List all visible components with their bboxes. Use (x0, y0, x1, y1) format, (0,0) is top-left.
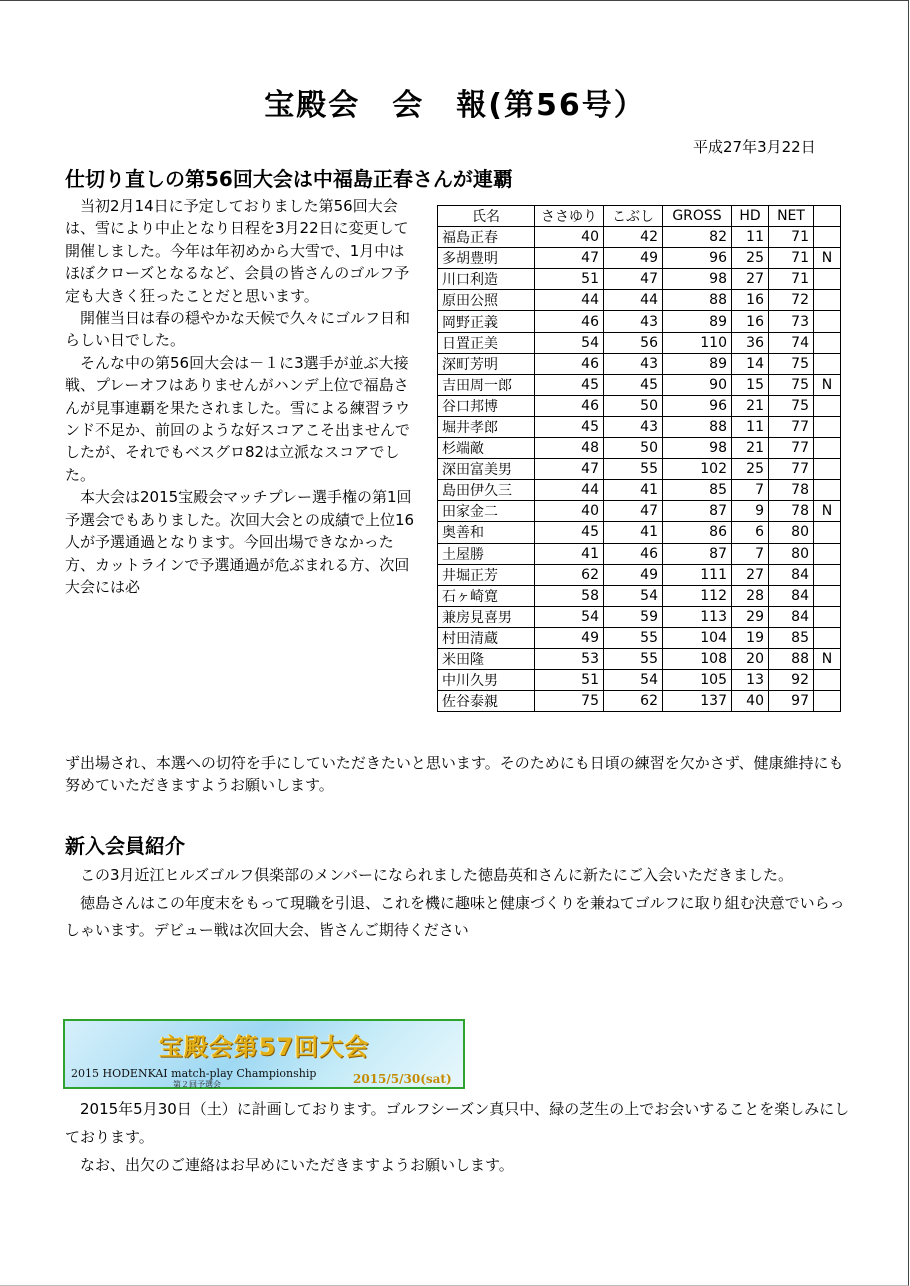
player-name-cell: 深町芳明 (438, 353, 535, 374)
flag-cell (814, 332, 841, 353)
kobushi-score-cell: 47 (604, 501, 663, 522)
sasayuri-score-cell: 53 (535, 648, 604, 669)
table-row (438, 395, 841, 416)
kobushi-score-cell: 45 (604, 374, 663, 395)
table-row (438, 227, 841, 248)
gross-score-cell: 86 (663, 522, 732, 543)
sasayuri-score-cell: 46 (535, 311, 604, 332)
net-score-cell: 77 (769, 438, 814, 459)
sasayuri-score-cell: 46 (535, 353, 604, 374)
player-name-cell: 兼房見喜男 (438, 606, 535, 627)
player-name-cell: 米田隆 (438, 648, 535, 669)
gross-score-cell: 98 (663, 438, 732, 459)
sasayuri-score-cell: 45 (535, 416, 604, 437)
issue-date: 平成27年3月22日 (693, 138, 816, 156)
net-score-cell: 78 (769, 501, 814, 522)
table-row (438, 648, 841, 669)
flag-cell: N (814, 374, 841, 395)
sasayuri-score-cell: 40 (535, 501, 604, 522)
sasayuri-score-cell: 51 (535, 269, 604, 290)
gross-score-cell: 110 (663, 332, 732, 353)
flag-cell (814, 311, 841, 332)
gross-score-cell: 87 (663, 501, 732, 522)
sasayuri-score-cell: 58 (535, 585, 604, 606)
flag-cell (814, 227, 841, 248)
kobushi-score-cell: 55 (604, 459, 663, 480)
new-member-heading: 新入会員紹介 (65, 834, 185, 858)
kobushi-score-cell: 54 (604, 670, 663, 691)
event-banner (63, 1019, 465, 1089)
flag-cell (814, 269, 841, 290)
net-score-cell: 72 (769, 290, 814, 311)
flag-cell (814, 564, 841, 585)
player-name-cell: 深田富美男 (438, 459, 535, 480)
flag-cell (814, 606, 841, 627)
net-score-cell: 71 (769, 248, 814, 269)
score-table-body (438, 227, 841, 712)
net-score-cell: 75 (769, 374, 814, 395)
net-score-cell: 88 (769, 648, 814, 669)
table-row (438, 416, 841, 437)
net-score-cell: 80 (769, 522, 814, 543)
kobushi-score-cell: 59 (604, 606, 663, 627)
sasayuri-score-cell: 47 (535, 248, 604, 269)
net-score-cell: 97 (769, 691, 814, 712)
net-score-cell: 75 (769, 395, 814, 416)
kobushi-score-cell: 43 (604, 416, 663, 437)
player-name-cell: 吉田周一郎 (438, 374, 535, 395)
net-score-cell: 84 (769, 585, 814, 606)
handicap-cell: 25 (732, 248, 769, 269)
handicap-cell: 14 (732, 353, 769, 374)
player-name-cell: 田家金二 (438, 501, 535, 522)
flag-cell (814, 395, 841, 416)
handicap-cell: 40 (732, 691, 769, 712)
next-event-paragraph: 2015年5月30日（土）に計画しております。ゴルフシーズン真只中、緑の芝生の上でお会いすることを楽しみにしております。 (65, 1100, 850, 1146)
article-body-left (65, 195, 415, 598)
table-row (438, 522, 841, 543)
sasayuri-score-cell: 49 (535, 627, 604, 648)
player-name-cell: 多胡豊明 (438, 248, 535, 269)
col-gross-header: GROSS (663, 206, 732, 227)
table-row (438, 248, 841, 269)
kobushi-score-cell: 56 (604, 332, 663, 353)
net-score-cell: 73 (769, 311, 814, 332)
handicap-cell: 9 (732, 501, 769, 522)
player-name-cell: 岡野正義 (438, 311, 535, 332)
handicap-cell: 21 (732, 395, 769, 416)
handicap-cell: 16 (732, 290, 769, 311)
gross-score-cell: 98 (663, 269, 732, 290)
article-paragraph: 本大会は2015宝殿会マッチプレー選手権の第1回予選会でもありました。次回大会との成績で上位16人が予選通過となります。今回出場できなかった方、カットラインで予選通過が危ぶまれる方、次回大会には必 (65, 488, 415, 596)
banner-date: 2015/5/30(sat) (353, 1072, 452, 1086)
table-row (438, 627, 841, 648)
table-row (438, 374, 841, 395)
kobushi-score-cell: 49 (604, 248, 663, 269)
table-row (438, 459, 841, 480)
article-paragraph: そんな中の第56回大会は－１に3選手が並ぶ大接戦、プレーオフはありませんがハンデ上位で福島さんが見事連覇を果たされました。雪による練習ラウンド不足か、前回のような好スコアこそ出ませんでしたが、それでもベスグロ82は立派なスコアでした。 (65, 353, 411, 484)
col-hd-header: HD (732, 206, 769, 227)
handicap-cell: 27 (732, 564, 769, 585)
kobushi-score-cell: 55 (604, 648, 663, 669)
gross-score-cell: 104 (663, 627, 732, 648)
col-flag-header (814, 206, 841, 227)
new-member-paragraph: この3月近江ヒルズゴルフ倶楽部のメンバーになられました徳島英和さんに新たにご入会いただきました。 (80, 866, 794, 884)
table-row (438, 290, 841, 311)
flag-cell: N (814, 501, 841, 522)
table-row (438, 480, 841, 501)
handicap-cell: 20 (732, 648, 769, 669)
player-name-cell: 石ヶ崎寛 (438, 585, 535, 606)
handicap-cell: 16 (732, 311, 769, 332)
handicap-cell: 15 (732, 374, 769, 395)
banner-title: 宝殿会第57回大会 (158, 1033, 370, 1061)
table-row (438, 332, 841, 353)
score-table (437, 205, 841, 712)
next-event-body (65, 1095, 855, 1179)
table-row (438, 691, 841, 712)
gross-score-cell: 112 (663, 585, 732, 606)
table-row (438, 438, 841, 459)
net-score-cell: 84 (769, 564, 814, 585)
handicap-cell: 11 (732, 416, 769, 437)
sasayuri-score-cell: 75 (535, 691, 604, 712)
gross-score-cell: 102 (663, 459, 732, 480)
table-row (438, 269, 841, 290)
gross-score-cell: 85 (663, 480, 732, 501)
flag-cell (814, 353, 841, 374)
flag-cell (814, 670, 841, 691)
player-name-cell: 堀井孝郎 (438, 416, 535, 437)
table-row (438, 670, 841, 691)
article-headline: 仕切り直しの第56回大会は中福島正春さんが連覇 (65, 167, 513, 191)
next-event-paragraph: なお、出欠のご連絡はお早めにいただきますようお願いします。 (80, 1156, 514, 1174)
kobushi-score-cell: 44 (604, 290, 663, 311)
col-name-header: 氏名 (438, 206, 535, 227)
net-score-cell: 71 (769, 269, 814, 290)
flag-cell (814, 438, 841, 459)
sasayuri-score-cell: 47 (535, 459, 604, 480)
gross-score-cell: 108 (663, 648, 732, 669)
gross-score-cell: 87 (663, 543, 732, 564)
kobushi-score-cell: 41 (604, 480, 663, 501)
kobushi-score-cell: 50 (604, 395, 663, 416)
player-name-cell: 杉端敵 (438, 438, 535, 459)
player-name-cell: 日置正美 (438, 332, 535, 353)
kobushi-score-cell: 47 (604, 269, 663, 290)
table-row (438, 353, 841, 374)
handicap-cell: 7 (732, 543, 769, 564)
handicap-cell: 28 (732, 585, 769, 606)
table-row (438, 311, 841, 332)
sasayuri-score-cell: 54 (535, 606, 604, 627)
table-row (438, 585, 841, 606)
gross-score-cell: 89 (663, 353, 732, 374)
player-name-cell: 井堀正芳 (438, 564, 535, 585)
score-table-header (438, 206, 841, 227)
player-name-cell: 川口利造 (438, 269, 535, 290)
player-name-cell: 島田伊久三 (438, 480, 535, 501)
table-row (438, 606, 841, 627)
gross-score-cell: 88 (663, 290, 732, 311)
sasayuri-score-cell: 45 (535, 522, 604, 543)
gross-score-cell: 90 (663, 374, 732, 395)
flag-cell (814, 627, 841, 648)
banner-subtitle: 2015 HODENKAI match-play Championship (71, 1067, 317, 1080)
flag-cell (814, 585, 841, 606)
flag-cell (814, 459, 841, 480)
handicap-cell: 6 (732, 522, 769, 543)
newsletter-title: 宝殿会 会 報(第56号） (264, 88, 646, 123)
player-name-cell: 谷口邦博 (438, 395, 535, 416)
flag-cell (814, 543, 841, 564)
table-row (438, 564, 841, 585)
table-row (438, 543, 841, 564)
col-kobushi-header: こぶし (604, 206, 663, 227)
kobushi-score-cell: 43 (604, 353, 663, 374)
player-name-cell: 土屋勝 (438, 543, 535, 564)
flag-cell (814, 480, 841, 501)
sasayuri-score-cell: 41 (535, 543, 604, 564)
player-name-cell: 福島正春 (438, 227, 535, 248)
kobushi-score-cell: 55 (604, 627, 663, 648)
net-score-cell: 85 (769, 627, 814, 648)
player-name-cell: 奥善和 (438, 522, 535, 543)
flag-cell (814, 416, 841, 437)
kobushi-score-cell: 62 (604, 691, 663, 712)
net-score-cell: 80 (769, 543, 814, 564)
net-score-cell: 74 (769, 332, 814, 353)
new-member-body (65, 862, 855, 945)
player-name-cell: 中川久男 (438, 670, 535, 691)
net-score-cell: 71 (769, 227, 814, 248)
player-name-cell: 佐谷泰親 (438, 691, 535, 712)
gross-score-cell: 96 (663, 248, 732, 269)
handicap-cell: 21 (732, 438, 769, 459)
flag-cell (814, 691, 841, 712)
banner-round-label: 第２回予選会 (173, 1080, 221, 1089)
kobushi-score-cell: 41 (604, 522, 663, 543)
kobushi-score-cell: 54 (604, 585, 663, 606)
gross-score-cell: 111 (663, 564, 732, 585)
net-score-cell: 75 (769, 353, 814, 374)
sasayuri-score-cell: 46 (535, 395, 604, 416)
handicap-cell: 7 (732, 480, 769, 501)
handicap-cell: 36 (732, 332, 769, 353)
handicap-cell: 19 (732, 627, 769, 648)
net-score-cell: 84 (769, 606, 814, 627)
sasayuri-score-cell: 48 (535, 438, 604, 459)
col-sasayuri-header: ささゆり (535, 206, 604, 227)
flag-cell (814, 522, 841, 543)
gross-score-cell: 82 (663, 227, 732, 248)
article-paragraph: 開催当日は春の穏やかな天候で久々にゴルフ日和らしい日でした。 (65, 309, 411, 350)
handicap-cell: 13 (732, 670, 769, 691)
flag-cell: N (814, 648, 841, 669)
sasayuri-score-cell: 44 (535, 290, 604, 311)
player-name-cell: 村田清蔵 (438, 627, 535, 648)
sasayuri-score-cell: 45 (535, 374, 604, 395)
flag-cell: N (814, 248, 841, 269)
gross-score-cell: 137 (663, 691, 732, 712)
new-member-paragraph: 徳島さんはこの年度末をもって現職を引退、これを機に趣味と健康づくりを兼ねてゴルフに取り組む決意でいらっしゃいます。デビュー戦は次回大会、皆さんご期待ください (65, 893, 845, 939)
col-net-header: NET (769, 206, 814, 227)
handicap-cell: 29 (732, 606, 769, 627)
gross-score-cell: 88 (663, 416, 732, 437)
gross-score-cell: 89 (663, 311, 732, 332)
table-row (438, 501, 841, 522)
sasayuri-score-cell: 40 (535, 227, 604, 248)
article-paragraph: 当初2月14日に予定しておりました第56回大会は、雪により中止となり日程を3月22日に変更して開催しました。今年は年初めから大雪で、1月中はほぼクローズとなるなど、会員の皆さんのゴルフ予定も大きく狂ったことだと思います。 (65, 197, 410, 305)
article-paragraph-continued: ず出場され、本選への切符を手にしていただきたいと思います。そのためにも日頃の練習を欠かさず、健康維持にも努めていただきますようお願いします。 (65, 754, 844, 795)
net-score-cell: 77 (769, 416, 814, 437)
kobushi-score-cell: 49 (604, 564, 663, 585)
net-score-cell: 77 (769, 459, 814, 480)
sasayuri-score-cell: 62 (535, 564, 604, 585)
sasayuri-score-cell: 44 (535, 480, 604, 501)
net-score-cell: 92 (769, 670, 814, 691)
kobushi-score-cell: 42 (604, 227, 663, 248)
handicap-cell: 27 (732, 269, 769, 290)
flag-cell (814, 290, 841, 311)
kobushi-score-cell: 50 (604, 438, 663, 459)
kobushi-score-cell: 46 (604, 543, 663, 564)
handicap-cell: 11 (732, 227, 769, 248)
gross-score-cell: 113 (663, 606, 732, 627)
handicap-cell: 25 (732, 459, 769, 480)
kobushi-score-cell: 43 (604, 311, 663, 332)
gross-score-cell: 105 (663, 670, 732, 691)
gross-score-cell: 96 (663, 395, 732, 416)
net-score-cell: 78 (769, 480, 814, 501)
sasayuri-score-cell: 51 (535, 670, 604, 691)
player-name-cell: 原田公照 (438, 290, 535, 311)
sasayuri-score-cell: 54 (535, 332, 604, 353)
